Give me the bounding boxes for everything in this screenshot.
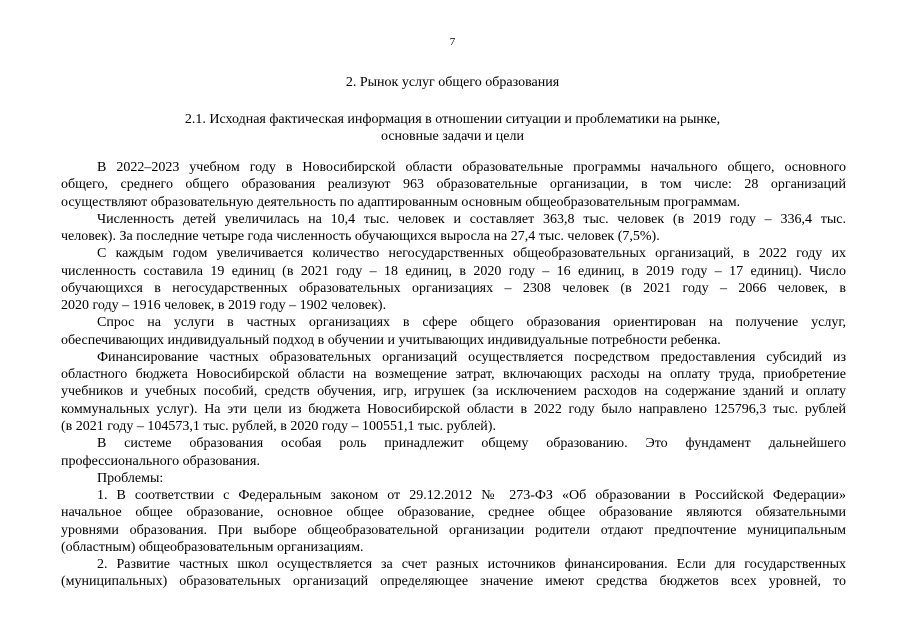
text-line: коммунальных услуг). На эти цели из бюджета Новосибирской области в 2022 году было направлено 125796,3 тыс. рублей: [61, 401, 846, 417]
text-line: 2. Развитие частных школ осуществляется за счет разных источников финансирования. Если для государственных: [97, 557, 846, 573]
text-line: уровнями образования. При выборе общеобразовательной организации родители отдают предпочтение муниципальным: [61, 522, 846, 538]
page-number: 7: [449, 36, 456, 48]
subsection-title: [0, 111, 905, 145]
text-line: обучающихся в негосударственных образовательных организациях – 2308 человек (в 2021 году – 2066 человек, в: [61, 280, 846, 296]
text-line: численность составила 19 единиц (в 2021 году – 18 единиц, в 2020 году – 16 единиц, в 2019 году – 17 единиц). Число: [61, 263, 846, 279]
text-line: В 2022–2023 учебном году в Новосибирской области образовательные программы начального общего, основного: [97, 160, 846, 175]
subsection-title-line-1: 2.1. Исходная фактическая информация в отношении ситуации и проблематики на рынке,: [184, 112, 721, 127]
text-line: (областным) общеобразовательным организациям.: [61, 539, 364, 555]
text-line: человек). За последние четыре года численность обучающихся выросла на 27,4 тыс. человек (7,5%).: [61, 229, 660, 245]
text-line: 2020 году – 1916 человек, в 2019 году – 1902 человек).: [61, 298, 387, 314]
subsection-title-line-2: основные задачи и цели: [380, 129, 524, 144]
section-title: 2. Рынок услуг общего образования: [345, 75, 560, 90]
text-line: обеспечивающих индивидуальный подход в обучении и учитывающих индивидуальные потребности ребенка.: [61, 332, 721, 348]
text-line: (муниципальных) образовательных организаций определяющее значение имеют средства бюджетов всех уровней, то: [61, 574, 846, 590]
text-line: начальное общее образование, основное общее образование, среднее общее образование являются обязательными: [61, 505, 846, 521]
text-line: Спрос на услуги в частных организациях в сфере общего образования ориентирован на получение услуг,: [97, 315, 846, 331]
text-line: областного бюджета Новосибирской области на возмещение затрат, включающих расходы на оплату труда, приобретение: [61, 367, 846, 383]
body-text: [61, 159, 846, 591]
text-line: общего, среднего общего образования реализуют 963 образовательные организации, в том числе: 28 организаций: [61, 177, 846, 193]
text-line: С каждым годом увеличивается количество негосударственных общеобразовательных организаций, в 2022 году их: [97, 246, 846, 262]
text-line: профессионального образования.: [61, 453, 260, 469]
text-line: осуществляют образовательную деятельность по адаптированным основным общеобразовательным программам.: [61, 194, 741, 210]
text-line: Численность детей увеличилась на 10,4 тыс. человек и составляет 363,8 тыс. человек (в 2019 году – 336,4 тыс.: [97, 211, 846, 227]
text-line: 1. В соответствии с Федеральным законом от 29.12.2012 № 273-ФЗ «Об образовании в Российской Федерации»: [97, 488, 846, 504]
text-line: Проблемы:: [97, 470, 164, 486]
text-line: Финансирование частных образовательных организаций осуществляется посредством предоставления субсидий из: [97, 349, 846, 365]
text-line: (в 2021 году – 104573,1 тыс. рублей, в 2020 году – 100551,1 тыс. рублей).: [61, 418, 496, 434]
text-line: В системе образования особая роль принадлежит общему образованию. Это фундамент дальнейшего: [97, 436, 846, 452]
text-line: учебников и учебных пособий, средств обучения, игр, игрушек (за исключением расходов на содержание зданий и оплату: [61, 384, 846, 400]
